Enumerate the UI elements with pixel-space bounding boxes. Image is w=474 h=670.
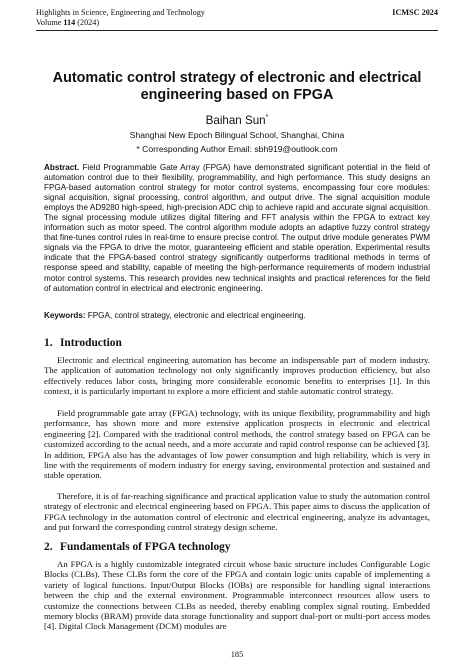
email-text: Corresponding Author Email: sbh919@outlook.com bbox=[139, 144, 338, 154]
volume-info bbox=[36, 18, 99, 28]
volume-year: (2024) bbox=[75, 18, 100, 27]
section-1-title: Introduction bbox=[60, 337, 122, 349]
author-affiliation: Shanghai New Epoch Bilingual School, Shanghai, China bbox=[129, 130, 345, 140]
journal-name: Highlights in Science, Engineering and Technology bbox=[36, 8, 205, 17]
corresponding-email bbox=[36, 144, 438, 155]
abstract bbox=[44, 163, 430, 294]
section-2-heading bbox=[44, 541, 231, 554]
abstract-text: Field Programmable Gate Array (FPGA) have demonstrated significant potential in the field of automation control due to their flexibility, programmability, and high performance. This study designs an FPGA-based automation control strategy for motor control systems, encompassing four core modules: signal acquisition, signal processing, control algorithm, and output drive. The signal acquisition module employs the AD9280 high-speed, high-precision ADC chip to achieve rapid and accurate signal acquisition. The signal processing module utilizes digital filtering and FFT analysis within the FPGA to extract key information such as motor speed. The control algorithm module adopts an adaptive fuzzy control strategy that fine-tunes control rules in real-time to ensure precise control. The output drive module generates PWM signals via the FPGA to drive the motor, guaranteeing efficient and stable operation. Experimental results indicate that the FPGA-based control strategy significantly outperforms traditional methods in terms of response speed and stability, capable of meeting the high-performance requirements of modern industrial motor control systems. This research provides new technical insights and practical references for the field of automation control in electrical and electronic engineering. bbox=[44, 163, 430, 293]
volume-number: 114 bbox=[63, 18, 76, 27]
section-1-paragraph: Therefore, it is of far-reaching significance and practical application value to study the automation control strategy of electronic and electrical engineering based on FPGA. This paper aims to discuss the application of FPGA technology in the automation control of electronic and electrical engineering, analyze its advantages, and put forward the corresponding control strategy design scheme. bbox=[44, 491, 430, 533]
title-line-1: Automatic control strategy of electronic and electrical bbox=[52, 70, 422, 86]
section-1-heading bbox=[44, 337, 122, 350]
section-2-paragraph: An FPGA is a highly customizable integrated circuit whose basic structure includes Configurable Logic Blocks (CLBs). These CLBs form the core of the FPGA and contain logic units capable of implementing a variety of logical functions. Input/Output Blocks (IOBs) are responsible for handling signal interactions between the chip and the external environment. Programmable interconnect resources allow users to customize the connections between CLBs as needed, thereby enabling complex signal routing. Embedded memory blocks (BRAM) provide data storage functionality and support dual-port or multi-port access modes [4]. Digital Clock Management (DCM) modules are bbox=[44, 559, 430, 632]
email-mark: * bbox=[136, 144, 140, 154]
keywords-text: FPGA, control strategy, electronic and electrical engineering. bbox=[85, 311, 306, 320]
conference-name: ICMSC 2024 bbox=[392, 8, 438, 17]
section-1-paragraph: Field programmable gate array (FPGA) technology, with its unique flexibility, programmability and high performance, has shown more and more extensive application prospects in electronic and electrical engineering [2]. Compared with the traditional control methods, the control strategy based on FPGA can be customized according to the actual needs, and a more accurate and rapid control response can be achieved [3]. In addition, FPGA also has the advantages of low power consumption and high reliability, which is very in line with the requirements of modern industry for energy saving, environmental protection and sustained and stable operation. bbox=[44, 408, 430, 481]
author-mark: * bbox=[265, 114, 269, 121]
title-line-2: engineering based on FPGA bbox=[140, 87, 334, 103]
abstract-label: Abstract. bbox=[44, 163, 80, 172]
keywords-label: Keywords: bbox=[44, 311, 86, 320]
page-number: 185 bbox=[230, 650, 244, 659]
section-1-number: 1. bbox=[44, 337, 53, 349]
keywords bbox=[44, 311, 430, 321]
paper-title bbox=[36, 70, 438, 104]
header-divider bbox=[36, 30, 438, 31]
volume-prefix: Volume bbox=[36, 18, 64, 27]
author-name bbox=[36, 111, 438, 127]
section-2-title: Fundamentals of FPGA technology bbox=[60, 541, 231, 553]
section-1-paragraph: Electronic and electrical engineering automation has become an indispensable part of modern industry. The application of automation technology not only significantly improves production efficiency, but also effectively reduces labor costs, bringing more considerable economic benefits to enterprises [1]. In this context, it is particularly important to explore a more efficient and stable automatic control strategy. bbox=[44, 355, 430, 397]
author-text: Baihan Sun bbox=[205, 114, 266, 127]
section-2-number: 2. bbox=[44, 541, 53, 553]
